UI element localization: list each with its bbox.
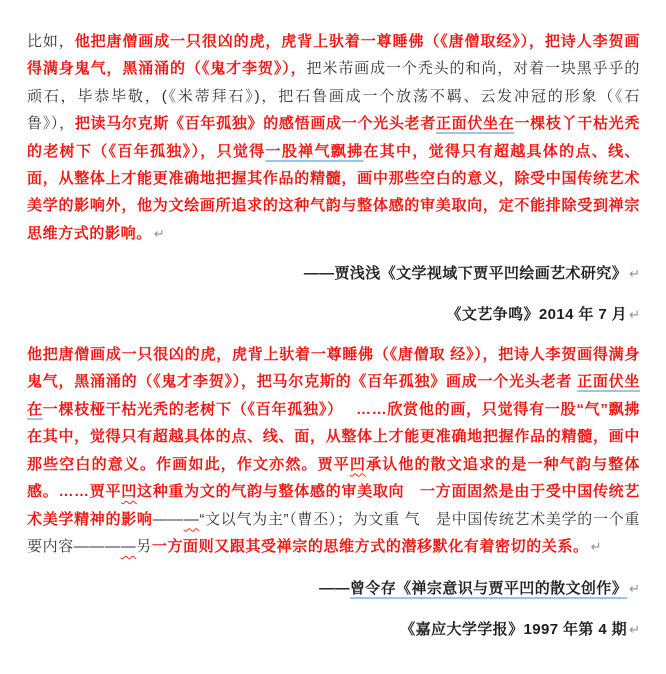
text-segment: 曾令存《禅宗意识与贾平凹的散文创作》 [349,580,628,598]
text-segment: — [120,537,137,555]
citation-author-1 [27,260,640,287]
paragraph-mark: ↵ [629,621,640,637]
text-segment: 把米芾画成一个秃头的和尚，对着一块黑乎乎的顽石，毕恭毕敬，(《米蒂拜石》)，把石鲁画成一个放荡不羁、云发冲冠的形象（《石鲁》）， [27,60,640,133]
text-segment: 正面伏坐在 [435,115,515,133]
citation-author-2 [27,575,640,602]
text-segment: 一方面则又跟其受禅宗的思维方式的潜移默化有着密切的关系。 [151,537,589,555]
text-segment: 他把唐僧画成一只很凶的虎，虎背上驮着一尊睡佛（《唐僧取经》），把诗人李贺画得满身鬼气，黑涌涌的（《鬼才李贺》）， [27,33,640,78]
paragraph-mark: ↵ [153,225,165,241]
paragraph-mark: ↵ [629,266,640,282]
text-segment: ——贾浅浅《文学视域下贾平凹绘画艺术研究》 [303,265,628,283]
text-segment: “文以气为主”（曹丕）；为文重 气 是中国传统艺术美学的一个重要内容 [27,510,640,555]
text-segment: 凹 [349,455,367,473]
paragraph-mark: ↵ [629,581,640,597]
text-segment: 把读马尔克斯《百年孤独》的感悟画成一个光头老者 [74,115,436,133]
text-segment: 正面伏坐在 [27,373,640,418]
text-segment: 《文艺争鸣》2014 年 7 月 [446,305,628,323]
quote-paragraph-2 [27,341,640,560]
paragraph-mark: ↵ [629,306,640,322]
text-segment: 凹 [121,483,137,501]
text-segment: 他把唐僧画成一只很凶的虎，虎背上驮着一尊睡佛（《唐僧取 经》），把诗人李贺画得满身鬼气，黑涌涌的（《鬼才李贺》），把马尔克斯的《百年孤独》画成一个光头老者 [27,346,640,391]
paragraph-mark: ↵ [590,538,602,554]
text-segment: —— [152,510,184,528]
text-segment: —— [319,580,350,598]
citation-source-2 [27,616,640,643]
text-segment: 一棵枝丫干枯光秃的老树下（《百年孤独》），只觉得 [27,115,640,160]
text-segment: — [183,510,200,528]
text-segment: 在其中，觉得只有超越具体的点、线、面，从整体上才能更准确地把握其作品的精髓，画中那些空白的意义，除受中国传统艺术美学的影响外，他为文绘画所追求的这种气韵与整体感的审美取向，定不能排除受到禅宗思维方式的影响。 [27,142,641,242]
text-segment: 一棵枝桠干枯光秃的老树下（《百年孤独》） ……欣赏他的画，只觉得有一股“气”飘拂在其中，觉得只有超越具体的点、线、面，从整体上才能更准确地把握作品的精髓，画中那些空白的意义。作画如此，作文亦然。贾平 [27,400,640,473]
text-segment: 《嘉应大学学报》1997 年第 4 期 [400,620,628,638]
citation-source-1 [27,301,640,328]
text-segment: ——— [73,537,121,555]
text-segment: 比如， [27,33,75,50]
text-segment: 这种重为文的气韵与整体感的审美取向 一方面固然是由于受中国传统艺术美学精神的影响 [27,483,641,528]
text-segment: 另 [136,537,152,555]
quote-paragraph-1 [27,28,640,247]
text-segment: 承认他的散文追求的是一种气韵与整体感。……贾平 [27,455,640,501]
text-segment: 一股禅气飘拂 [265,142,364,160]
